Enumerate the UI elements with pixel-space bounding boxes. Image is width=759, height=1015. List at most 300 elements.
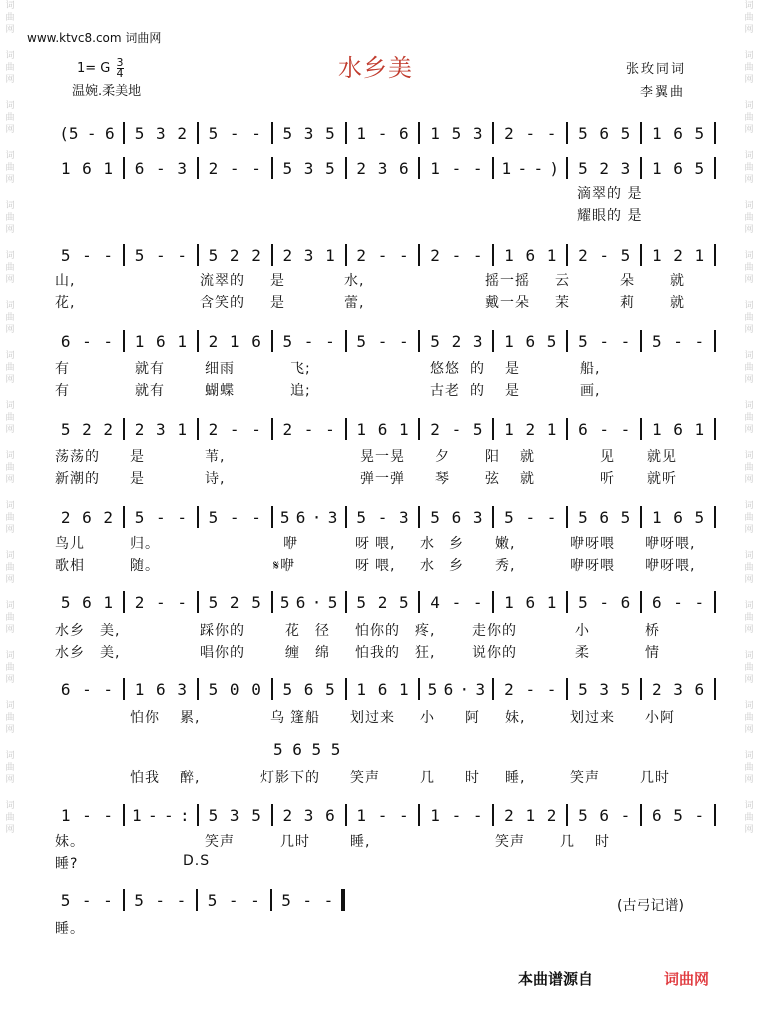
bar-line <box>123 804 125 826</box>
note: 6 <box>377 419 388 439</box>
note: 2 <box>599 158 609 178</box>
lyric-word: 怕你 <box>130 710 160 726</box>
note: 2 <box>504 123 514 143</box>
watermark-char: 词 <box>744 101 754 111</box>
note: 5 <box>208 805 219 825</box>
bar-line <box>271 418 273 440</box>
bar-line <box>714 678 716 700</box>
lyric-word: 就 <box>520 449 535 465</box>
bar-line <box>197 122 199 144</box>
lyric-word: 小 <box>575 623 590 639</box>
bar-line <box>640 244 642 266</box>
bar-line <box>492 330 494 352</box>
note: 6 <box>82 158 92 178</box>
watermark-char: 曲 <box>744 113 754 123</box>
measure <box>129 891 193 910</box>
bar-line <box>270 889 272 911</box>
bar-line <box>196 889 198 911</box>
note: 1 <box>651 245 662 265</box>
measure <box>424 806 488 825</box>
note: - <box>694 805 705 825</box>
measure <box>572 508 636 527</box>
measure <box>277 593 341 612</box>
bar-line <box>345 506 347 528</box>
note: 1 <box>504 592 514 612</box>
note: 6 <box>620 592 631 612</box>
note: 6 <box>82 507 92 527</box>
watermark-char: 曲 <box>744 463 754 473</box>
note: - <box>525 123 536 143</box>
measure <box>572 806 636 825</box>
left-watermark-strip <box>2 0 18 1015</box>
score-row <box>55 330 720 352</box>
measure <box>203 680 267 699</box>
lyric-word: 是 <box>270 273 285 289</box>
lyric-word: 水乡 <box>55 623 85 639</box>
lyric-word: 荡荡的 <box>55 449 100 465</box>
lyric-word: 有 <box>55 361 70 377</box>
watermark-char: 曲 <box>744 713 754 723</box>
watermark-char: 曲 <box>744 13 754 23</box>
note: - <box>156 158 166 178</box>
watermark-char: 词 <box>5 301 15 311</box>
note: 5 <box>279 507 290 527</box>
measure <box>351 246 415 265</box>
lyric-word: 是 <box>505 361 520 377</box>
note: 1 <box>525 805 536 825</box>
note: - <box>251 158 261 178</box>
note: 5 <box>60 419 71 439</box>
note: 5 <box>546 331 557 351</box>
lyric-word: 秀, <box>495 558 516 574</box>
lyric-word: 是 <box>505 383 520 399</box>
lyric-word: 蕾, <box>344 295 365 311</box>
note: 5 <box>694 123 705 143</box>
site-url[interactable]: www.ktvc8.com 词曲网 <box>27 31 162 45</box>
measure <box>424 680 488 699</box>
note: - <box>82 679 92 699</box>
lyric-word: 咿 <box>283 536 298 552</box>
bar-line <box>418 244 420 266</box>
lyric-word: 小 <box>420 710 435 726</box>
watermark-char: 曲 <box>5 463 15 473</box>
lyric-word: 山, <box>55 273 76 289</box>
note: 6 <box>443 679 454 699</box>
note: - <box>377 331 388 351</box>
lyric-word: 睡, <box>505 770 526 786</box>
note: 6 <box>82 592 92 612</box>
lyric-word: 几 <box>560 834 575 850</box>
note: 2 <box>208 158 219 178</box>
lyric-line <box>55 292 720 310</box>
watermark-char: 曲 <box>744 813 754 823</box>
lyric-word: 说你的 <box>472 645 517 661</box>
measure <box>277 806 341 825</box>
note: 6 <box>325 805 335 825</box>
note: : <box>179 805 190 825</box>
note: 3 <box>156 123 166 143</box>
watermark-char: 曲 <box>5 363 15 373</box>
note: 1 <box>356 123 367 143</box>
note: 2 <box>60 507 71 527</box>
brand-link[interactable]: 词曲网 <box>664 970 710 988</box>
watermark-char: 词 <box>5 351 15 361</box>
lyric-word: 的 <box>470 383 485 399</box>
note: 6 <box>525 245 536 265</box>
bar-line <box>566 244 568 266</box>
note: 1 <box>504 245 514 265</box>
note: 1 <box>501 158 512 178</box>
note: 3 <box>398 507 409 527</box>
note: (5 <box>59 123 79 143</box>
note: - <box>599 419 609 439</box>
note: 6 <box>398 123 409 143</box>
lyric-word: 画, <box>580 383 601 399</box>
lyric-word: 是 <box>130 471 145 487</box>
measure <box>572 680 636 699</box>
note: 2 <box>208 419 219 439</box>
lyric-word: 就有 <box>135 383 165 399</box>
lyric-word: 是 <box>270 295 285 311</box>
bar-line <box>418 330 420 352</box>
watermark-char: 词 <box>5 801 15 811</box>
watermark-char: 词 <box>744 551 754 561</box>
note: 6 <box>651 805 662 825</box>
measure <box>646 806 710 825</box>
bar-line <box>714 122 716 144</box>
watermark-char: 词 <box>5 101 15 111</box>
bar-line <box>418 418 420 440</box>
lyric-line <box>55 620 720 638</box>
lyric-word: 小阿 <box>645 710 675 726</box>
note: 3 <box>303 158 314 178</box>
lyric-word: 妹。 <box>55 834 85 850</box>
score-row <box>55 244 720 266</box>
watermark-char: 曲 <box>5 663 15 673</box>
note: 2 <box>134 419 145 439</box>
lyric-word: 弦 <box>485 471 500 487</box>
note: - <box>472 592 483 612</box>
watermark-char: 网 <box>744 475 754 485</box>
bar-line <box>418 591 420 613</box>
note: 1 <box>398 679 409 699</box>
watermark-char: 网 <box>5 25 15 35</box>
note: 5 <box>208 245 219 265</box>
note: - <box>177 592 187 612</box>
watermark-char: 词 <box>744 751 754 761</box>
measure <box>424 159 488 178</box>
note: 5 <box>356 592 367 612</box>
lyric-word: 呀 <box>355 558 370 574</box>
note: 2 <box>356 158 367 178</box>
note: 1 <box>694 245 705 265</box>
bar-line <box>197 591 199 613</box>
measure <box>203 159 267 178</box>
note: 6 <box>673 158 683 178</box>
measure <box>498 420 562 439</box>
measure <box>55 891 119 910</box>
watermark-char: 网 <box>744 525 754 535</box>
note: 3 <box>475 679 486 699</box>
lyric-word: 流翠的 <box>200 273 245 289</box>
lyric-word: 缠 <box>285 645 300 661</box>
note: 1 <box>325 245 335 265</box>
measure <box>572 593 636 612</box>
bar-line <box>271 804 273 826</box>
note: 5 <box>134 890 144 910</box>
note: - <box>533 158 544 178</box>
watermark-char: 曲 <box>744 213 754 223</box>
lyric-word: 睡。 <box>55 921 85 937</box>
note: 5 <box>134 507 145 527</box>
note: 5 <box>282 123 293 143</box>
lyricist: 张玫同词 <box>626 62 687 77</box>
measure <box>277 124 341 143</box>
watermark-char: 网 <box>744 775 754 785</box>
bar-line <box>197 330 199 352</box>
note: 5 <box>60 592 71 612</box>
lyric-word: 几 <box>420 770 435 786</box>
note: - <box>82 331 92 351</box>
lyric-word: 笑声 <box>205 834 235 850</box>
lyric-word: 喂, <box>375 536 396 552</box>
bar-line <box>271 506 273 528</box>
lyric-word: 追; <box>290 383 311 399</box>
note: - <box>398 331 409 351</box>
note: 6 <box>525 592 536 612</box>
bar-line <box>345 591 347 613</box>
measure <box>572 246 636 265</box>
bar-line <box>197 157 199 179</box>
measure <box>572 124 636 143</box>
lyric-word: 是 <box>130 449 145 465</box>
bar-line <box>197 418 199 440</box>
lyric-word: 就听 <box>647 471 677 487</box>
watermark-char: 曲 <box>744 63 754 73</box>
note: 5 <box>578 123 588 143</box>
note: 1 <box>651 158 662 178</box>
note: - <box>82 805 92 825</box>
watermark-char: 词 <box>5 701 15 711</box>
watermark-char: 曲 <box>744 263 754 273</box>
note: 6 <box>694 679 705 699</box>
note: 3 <box>472 507 483 527</box>
lyric-word: 见 <box>600 449 615 465</box>
note: - <box>103 890 113 910</box>
measure <box>498 246 562 265</box>
note: 5 <box>578 507 588 527</box>
watermark-char: 曲 <box>5 163 15 173</box>
watermark-char: 词 <box>744 251 754 261</box>
note: 2 <box>546 805 557 825</box>
measure <box>351 124 415 143</box>
watermark-char: 曲 <box>744 413 754 423</box>
note: 6 <box>525 331 536 351</box>
score-row <box>55 591 720 613</box>
measure <box>498 680 562 699</box>
watermark-char: 网 <box>5 75 15 85</box>
note: - <box>323 890 334 910</box>
bar-line <box>418 804 420 826</box>
bar-line <box>345 157 347 179</box>
note: 2 <box>651 679 662 699</box>
note: 5 <box>651 331 662 351</box>
watermark-char: 曲 <box>5 263 15 273</box>
note: 5 <box>208 679 219 699</box>
note: - <box>398 245 409 265</box>
note: 1 <box>694 419 705 439</box>
note: - <box>81 890 92 910</box>
bar-line <box>345 418 347 440</box>
note: 6 <box>673 507 683 527</box>
bar-line <box>123 678 125 700</box>
watermark-char: 网 <box>5 125 15 135</box>
note: 0 <box>251 679 261 699</box>
watermark-char: 网 <box>744 725 754 735</box>
watermark-char: 曲 <box>744 163 754 173</box>
note: - <box>303 419 314 439</box>
note: - <box>251 123 261 143</box>
measure <box>55 124 119 143</box>
bar-line <box>566 330 568 352</box>
measure <box>498 806 562 825</box>
note: 5 <box>325 123 335 143</box>
watermark-char: 网 <box>5 775 15 785</box>
score-row <box>55 506 720 528</box>
note: - <box>177 245 187 265</box>
bar-line <box>566 591 568 613</box>
note: 5 <box>325 158 335 178</box>
watermark-char: 曲 <box>5 763 15 773</box>
watermark-char: 曲 <box>5 13 15 23</box>
bar-line <box>345 804 347 826</box>
lyric-word: 鸟儿 <box>55 536 85 552</box>
lyric-word: 走你的 <box>472 623 517 639</box>
bar-line <box>640 506 642 528</box>
watermark-char: 词 <box>5 251 15 261</box>
watermark-char: 曲 <box>5 513 15 523</box>
mood-marking: 温婉.柔美地 <box>72 84 142 99</box>
note: 3 <box>303 805 314 825</box>
bar-line <box>640 804 642 826</box>
note: - <box>156 507 166 527</box>
watermark-char: 网 <box>744 225 754 235</box>
bar-line <box>714 591 716 613</box>
lyric-word: 怕我 <box>130 770 160 786</box>
note: 6 <box>673 419 683 439</box>
watermark-char: 网 <box>744 825 754 835</box>
bar-line <box>271 244 273 266</box>
watermark-char: 曲 <box>744 513 754 523</box>
measure <box>646 159 710 178</box>
measure <box>572 159 636 178</box>
note: 5 <box>578 158 588 178</box>
lyric-word: 美, <box>100 645 121 661</box>
note: 1 <box>134 679 145 699</box>
note: 6 <box>295 507 306 527</box>
note: 1 <box>229 331 240 351</box>
watermark-char: 曲 <box>5 813 15 823</box>
bar-line <box>123 591 125 613</box>
watermark-char: 网 <box>744 75 754 85</box>
watermark-char: 曲 <box>5 563 15 573</box>
lyric-word: 嫩, <box>495 536 516 552</box>
bar-line <box>418 506 420 528</box>
note: 2 <box>282 419 293 439</box>
bar-line <box>492 591 494 613</box>
watermark-char: 网 <box>5 375 15 385</box>
lyric-line <box>55 446 720 464</box>
note: - <box>156 592 166 612</box>
note: 5 <box>578 331 588 351</box>
lyric-word: 新潮的 <box>55 471 100 487</box>
note: - <box>229 158 240 178</box>
note: - <box>620 331 631 351</box>
bar-line <box>566 506 568 528</box>
bar-line <box>640 157 642 179</box>
watermark-char: 网 <box>5 825 15 835</box>
note: 1 <box>134 331 145 351</box>
note: 6 <box>60 679 71 699</box>
note: - <box>377 123 388 143</box>
measure <box>646 332 710 351</box>
right-watermark-strip <box>741 0 757 1015</box>
note: - <box>599 331 609 351</box>
lyric-word: 莉 <box>620 295 635 311</box>
note: 6 <box>105 123 115 143</box>
note: - <box>525 507 536 527</box>
alt-note-group: 5 6 5 5 <box>273 740 341 759</box>
lyric-word: 睡, <box>350 834 371 850</box>
bar-line <box>566 418 568 440</box>
note: - <box>229 419 240 439</box>
note: 2 <box>578 245 588 265</box>
note: - <box>472 245 483 265</box>
measure <box>203 806 267 825</box>
note: 5 <box>578 805 588 825</box>
note: - <box>546 679 557 699</box>
bar-line <box>566 678 568 700</box>
lyric-word: 晃一晃 <box>360 449 405 465</box>
measure <box>55 593 119 612</box>
measure <box>646 680 710 699</box>
note: - <box>103 679 114 699</box>
bar-line <box>271 330 273 352</box>
watermark-char: 网 <box>744 25 754 35</box>
note: 5 <box>356 331 367 351</box>
lyric-word: 苇, <box>205 449 226 465</box>
note: 3 <box>620 158 631 178</box>
lyric-word: 绵 <box>315 645 330 661</box>
bar-line <box>197 506 199 528</box>
lyric-word: 醉, <box>180 770 201 786</box>
measure <box>203 124 267 143</box>
note: - <box>103 245 114 265</box>
note: 5 <box>451 123 462 143</box>
lyric-line <box>55 707 720 725</box>
note: 5 <box>356 507 367 527</box>
measure <box>276 891 340 910</box>
bar-line <box>271 678 273 700</box>
lyric-word: 茉 <box>555 295 570 311</box>
watermark-char: 曲 <box>744 763 754 773</box>
lyric-word: 弹一弹 <box>360 471 405 487</box>
measure <box>203 593 267 612</box>
note: 5 <box>673 805 683 825</box>
lyric-word: 滴翠的 是 <box>577 186 643 202</box>
note: - <box>103 805 114 825</box>
lyric-word: 归。 <box>130 536 160 552</box>
